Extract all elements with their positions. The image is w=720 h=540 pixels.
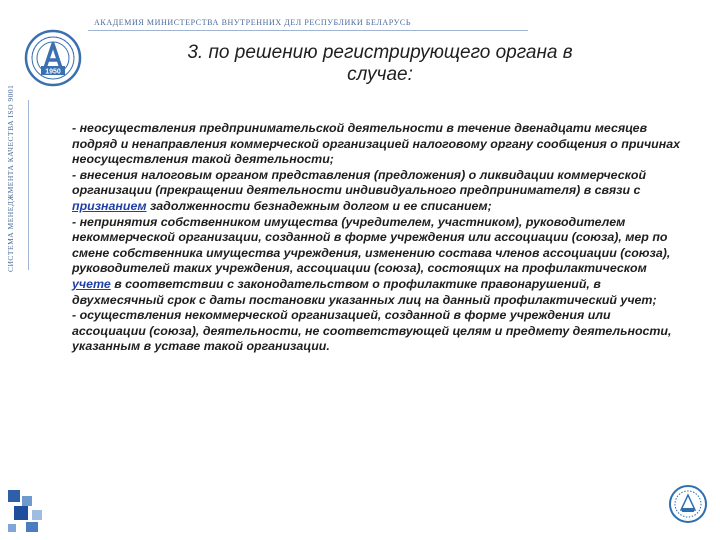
block [8,524,16,532]
item-text-pre: - внесения налоговым органом представления (предложения) о ликвидации коммерческой организации (прекращении деятельности индивидуального предпринимателя) в связи с [72,167,647,198]
block [32,510,42,520]
list-item: - осуществления некоммерческой организацией, созданной в форме учреждения или ассоциации (союза), деятельности, не соответствующей целям и предмету деятельности, указанным в уставе такой организации. [72,308,672,354]
vertical-divider [28,100,29,270]
list-item [72,168,684,215]
slide-title [110,42,650,86]
academy-header [88,14,528,34]
block [26,522,38,532]
academy-name: АКАДЕМИЯ МИНИСТЕРСТВА ВНУТРЕННИХ ДЕЛ РЕСПУБЛИКИ БЕЛАРУСЬ [94,18,412,27]
content-body [72,121,684,355]
header-divider [88,30,528,31]
logo-year: 1950 [45,68,61,76]
small-seal-icon [668,484,708,524]
item-text-post: в соответствии с законодательством о профилактике правонарушений, в двухмесячный срок с даты постановки указанных лиц на данный профилактический учет; [72,276,657,307]
academy-logo-icon [24,22,82,94]
item-text-post: задолженности безнадежным долгом и ее списанием; [146,198,492,213]
block [22,496,32,506]
seal-emblem [670,486,706,522]
item-text-pre: - непринятия собственником имущества (учредителем, участником), руководителем некоммерческой организации, созданной в форме учреждения или ассоциации (союза), мер по смене собственника имущества учреждения, изменению состава членов ассоциации (союза), руководителей таких учреждения, ассоциации (союза), состоящих на профилактическом [72,214,671,276]
decorative-blocks [8,490,52,534]
link-uchete[interactable]: учете [72,276,111,291]
list-item [72,215,684,309]
block [14,506,28,520]
title-line-2: случае: [347,64,413,85]
block [8,490,20,502]
title-line-1: 3. по решению регистрирующего органа в [187,42,573,63]
quality-system-label: СИСТЕМА МЕНЕДЖМЕНТА КАЧЕСТВА ISO 9001 [6,84,15,272]
logo-emblem [26,31,80,85]
link-priznaniem[interactable]: признанием [72,198,147,213]
list-item: - неосуществления предпринимательской деятельности в течение двенадцати месяцев подряд и ненаправления коммерческой организацией налоговому органу сообщения о причинах неосуществления такой деятельности; [72,121,681,167]
